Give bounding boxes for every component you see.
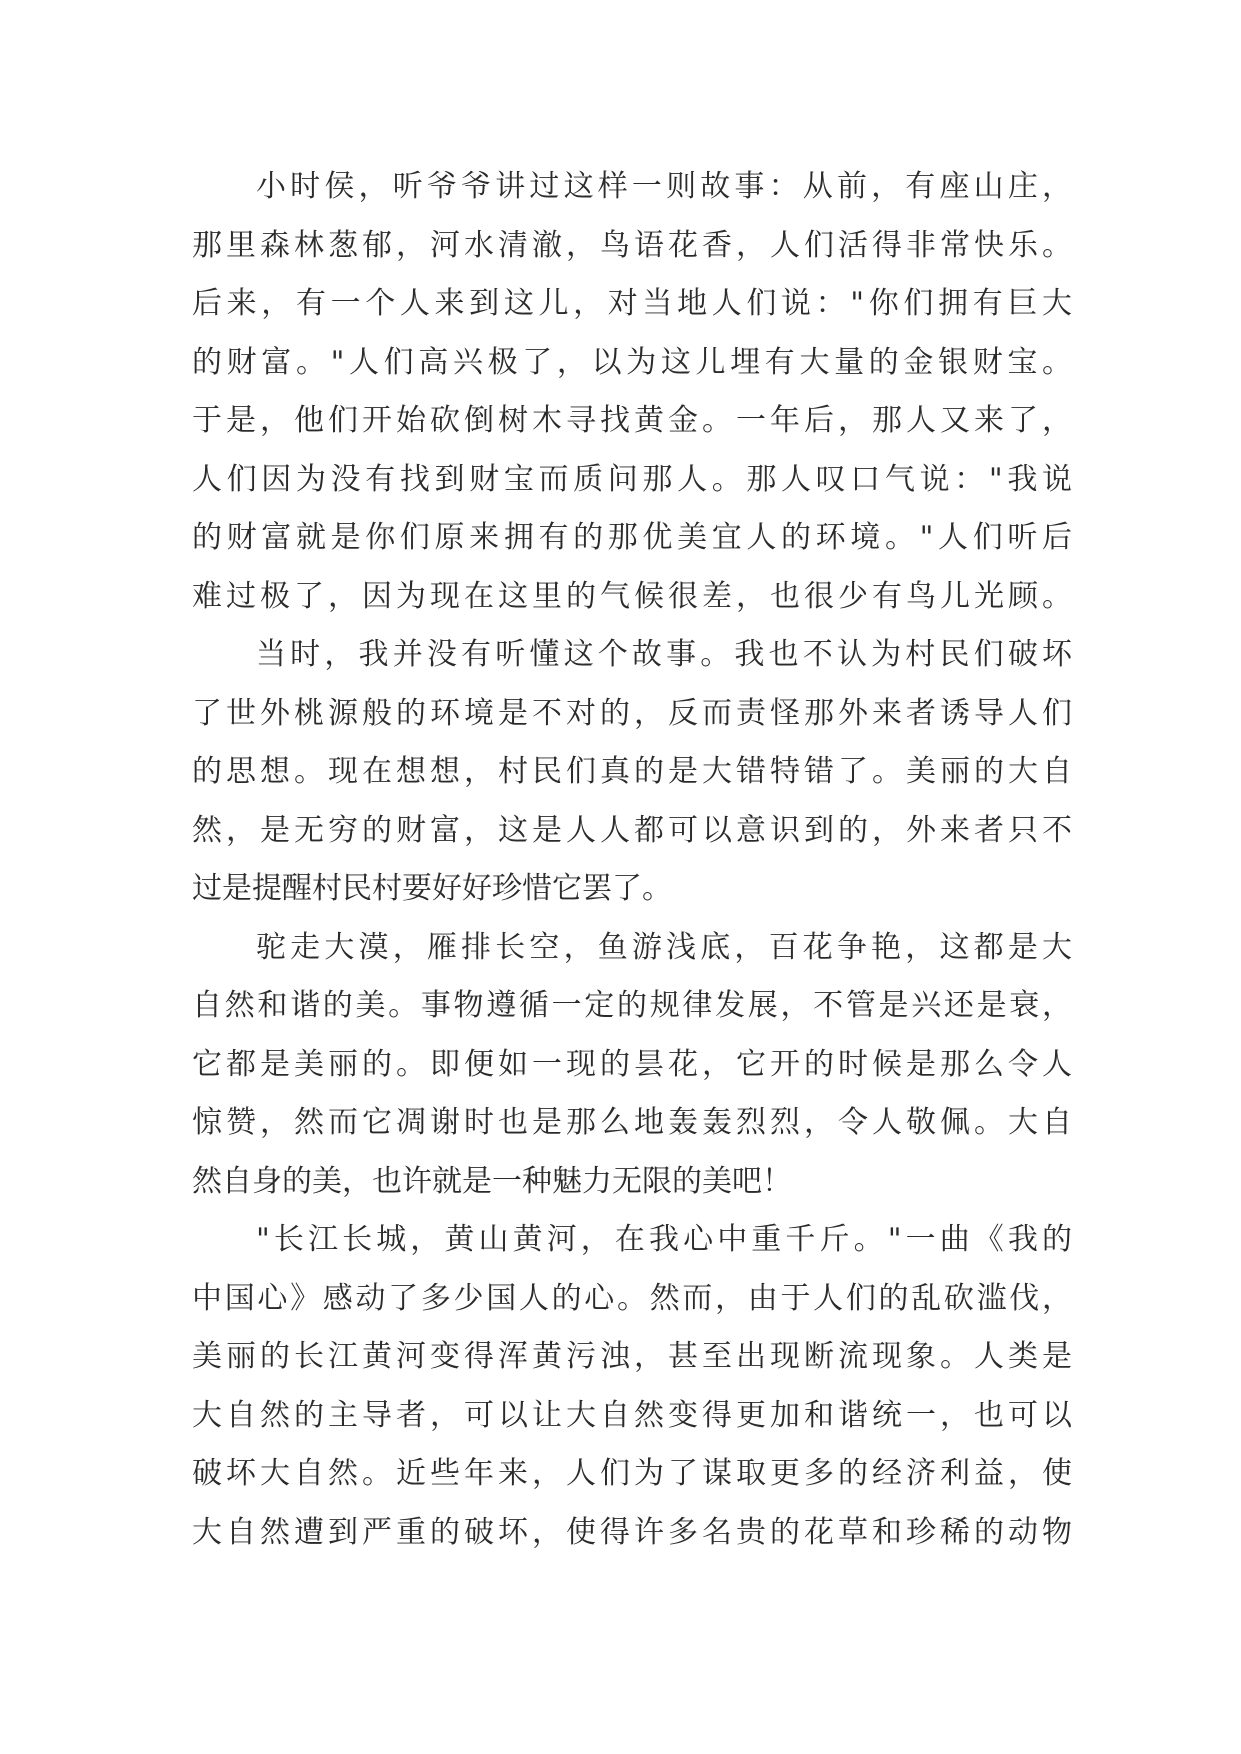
paragraph-4 [192, 1211, 1072, 1562]
paragraph-2 [192, 626, 1072, 919]
paragraph-3 [192, 919, 1072, 1212]
text-line: 那里森林葱郁，河水清澈，鸟语花香，人们活得非常快乐。 [192, 227, 1072, 263]
text-line: 后来，有一个人来到这儿，对当地人们说："你们拥有巨大 [192, 286, 1072, 321]
paragraph-1 [192, 158, 1072, 626]
essay-body [192, 158, 1072, 1562]
text-line: 了世外桃源般的环境是不对的，反而责怪那外来者诱导人们 [192, 695, 1072, 731]
text-line: 过是提醒村民村要好好珍惜它罢了。 [192, 871, 672, 906]
text-line: 驼走大漠，雁排长空，鱼游浅底，百花争艳，这都是大 [256, 929, 1072, 965]
text-line: 于是，他们开始砍倒树木寻找黄金。一年后，那人又来了， [192, 403, 1072, 438]
text-line: 当时，我并没有听懂这个故事。我也不认为村民们破坏 [256, 637, 1072, 672]
text-line: 小时侯，听爷爷讲过这样一则故事：从前，有座山庄， [256, 169, 1072, 204]
text-line: 中国心》感动了多少国人的心。然而，由于人们的乱砍滥伐， [192, 1280, 1072, 1316]
text-line: 人们因为没有找到财宝而质问那人。那人叹口气说："我说 [192, 461, 1072, 497]
text-line: 难过极了，因为现在这里的气候很差，也很少有鸟儿光顾。 [192, 578, 1072, 614]
text-line: 的财富。"人们高兴极了，以为这儿埋有大量的金银财宝。 [192, 344, 1072, 380]
text-line: 它都是美丽的。即便如一现的昙花，它开的时候是那么令人 [192, 1046, 1072, 1082]
text-line: 的财富就是你们原来拥有的那优美宜人的环境。"人们听后 [192, 520, 1072, 555]
text-line: 然，是无穷的财富，这是人人都可以意识到的，外来者只不 [192, 812, 1072, 848]
text-line: 自然和谐的美。事物遵循一定的规律发展，不管是兴还是衰， [192, 988, 1072, 1023]
text-line: 惊赞，然而它凋谢时也是那么地轰轰烈烈，令人敬佩。大自 [192, 1105, 1072, 1140]
text-line: 大自然遭到严重的破坏，使得许多名贵的花草和珍稀的动物 [192, 1514, 1072, 1550]
text-line: 美丽的长江黄河变得浑黄污浊，甚至出现断流现象。人类是 [192, 1339, 1072, 1374]
text-line: "长江长城，黄山黄河，在我心中重千斤。"一曲《我的 [256, 1222, 1072, 1257]
text-line: 的思想。现在想想，村民们真的是大错特错了。美丽的大自 [192, 754, 1072, 789]
text-line: 大自然的主导者，可以让大自然变得更加和谐统一，也可以 [192, 1397, 1072, 1433]
text-line: 破坏大自然。近些年来，人们为了谋取更多的经济利益，使 [192, 1456, 1072, 1491]
text-line: 然自身的美，也许就是一种魅力无限的美吧！ [192, 1163, 792, 1199]
